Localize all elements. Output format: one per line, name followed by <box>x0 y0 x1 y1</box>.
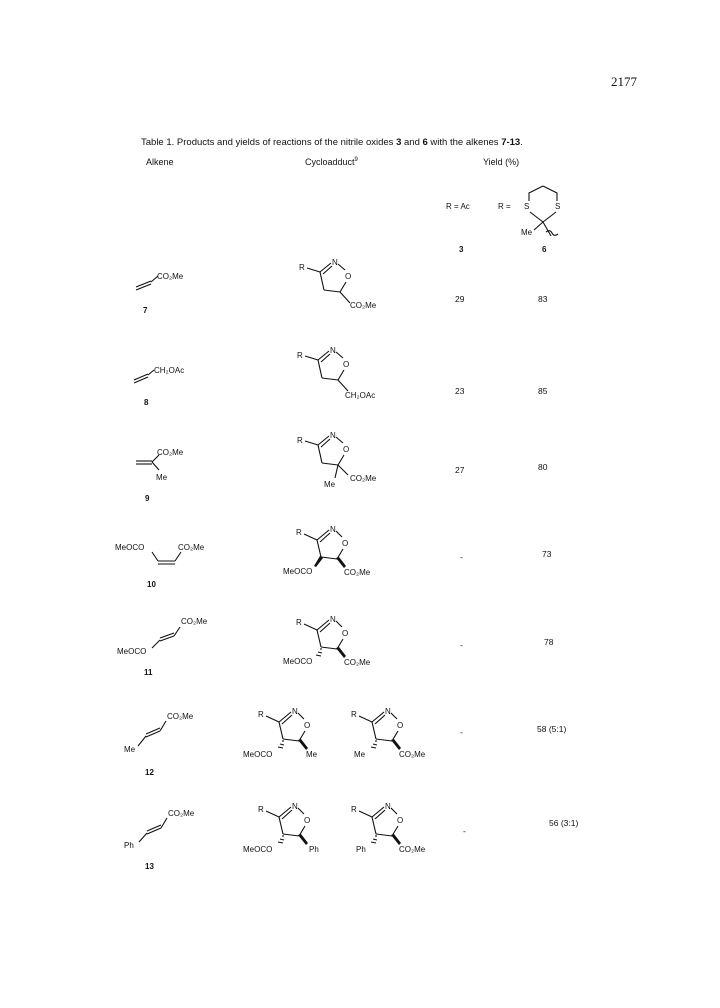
svg-text:CO₂Me: CO₂Me <box>157 272 184 281</box>
svg-text:Me: Me <box>124 745 136 754</box>
svg-text:Ph: Ph <box>124 841 134 850</box>
svg-text:Me: Me <box>156 473 168 482</box>
svg-text:CO₂Me: CO₂Me <box>399 750 426 759</box>
cycloadduct-13a <box>243 802 319 854</box>
svg-text:CO₂Me: CO₂Me <box>344 658 371 667</box>
svg-text:R: R <box>297 351 303 360</box>
svg-text:CO₂Me: CO₂Me <box>350 474 377 483</box>
svg-text:O: O <box>397 816 404 825</box>
compound-number: 11 <box>144 668 153 677</box>
svg-text:CO₂Me: CO₂Me <box>350 301 377 310</box>
cycloadduct-8 <box>297 346 375 400</box>
yield-3: 29 <box>455 294 465 304</box>
cycloadduct-10 <box>283 525 371 577</box>
svg-text:CO₂Me: CO₂Me <box>168 809 195 818</box>
svg-text:N: N <box>332 258 338 267</box>
svg-text:O: O <box>397 721 404 730</box>
svg-text:Me: Me <box>306 750 318 759</box>
yield-6: 83 <box>538 294 548 304</box>
svg-text:CO₂Me: CO₂Me <box>157 448 184 457</box>
svg-text:CO₂Me: CO₂Me <box>344 568 371 577</box>
svg-text:R: R <box>351 710 357 719</box>
svg-text:R: R <box>299 263 305 272</box>
svg-text:CO₂Me: CO₂Me <box>399 845 426 854</box>
compound-number: 7 <box>143 306 148 315</box>
svg-text:Ph: Ph <box>309 845 319 854</box>
svg-text:N: N <box>330 431 336 440</box>
compound-number: 8 <box>144 398 149 407</box>
yield-6: 73 <box>542 549 552 559</box>
substituent-r-dithiane: R = <box>498 202 511 211</box>
page-number: 2177 <box>611 74 637 89</box>
svg-text:CO₂Me: CO₂Me <box>181 617 208 626</box>
svg-text:N: N <box>330 525 336 534</box>
yield-3: - <box>460 727 463 737</box>
cycloadduct-9 <box>297 431 377 489</box>
svg-text:N: N <box>292 707 298 716</box>
svg-text:N: N <box>292 802 298 811</box>
svg-text:CO₂Me: CO₂Me <box>167 712 194 721</box>
svg-text:N: N <box>330 615 336 624</box>
cycloadduct-7 <box>299 258 377 310</box>
cycloadduct-12a <box>243 707 318 759</box>
cycloadduct-11 <box>283 615 371 667</box>
svg-text:R: R <box>351 805 357 814</box>
svg-text:O: O <box>343 445 350 454</box>
svg-text:O: O <box>304 721 311 730</box>
svg-text:O: O <box>304 816 311 825</box>
dithiane-s-left: S <box>524 202 530 211</box>
compound-number: 13 <box>145 862 154 871</box>
yield-6: 56 (3:1) <box>549 818 579 828</box>
compound-number: 10 <box>147 580 156 589</box>
svg-text:N: N <box>385 802 391 811</box>
svg-text:MeOCO: MeOCO <box>115 543 145 552</box>
yield-3: - <box>463 826 466 836</box>
svg-text:N: N <box>330 346 336 355</box>
svg-text:MeOCO: MeOCO <box>117 647 147 656</box>
yield-6: 80 <box>538 462 548 472</box>
svg-text:R: R <box>258 805 264 814</box>
svg-text:N: N <box>385 707 391 716</box>
compound-number: 12 <box>145 768 154 777</box>
svg-text:O: O <box>342 539 349 548</box>
yield-6: 85 <box>538 386 548 396</box>
yield-3: 23 <box>455 386 465 396</box>
yield-6: 78 <box>544 637 554 647</box>
compound-number: 9 <box>145 494 150 503</box>
header-alkene: Alkene <box>146 157 174 167</box>
cycloadduct-12b <box>351 707 426 759</box>
svg-text:MeOCO: MeOCO <box>243 750 273 759</box>
svg-text:R: R <box>296 618 302 627</box>
header-cycloadduct: Cycloadduct$^9$ <box>305 157 358 167</box>
svg-text:Me: Me <box>354 750 366 759</box>
svg-text:R: R <box>297 436 303 445</box>
yield-3: - <box>460 640 463 650</box>
table-caption: Table 1. Products and yields of reactions of the nitrile oxides 3 and 6 with the alkenes 7-13. <box>141 137 523 148</box>
svg-text:O: O <box>343 360 350 369</box>
dithiane-me: Me <box>521 228 533 237</box>
svg-text:Me: Me <box>324 480 336 489</box>
svg-text:R: R <box>258 710 264 719</box>
dithiane-s-right: S <box>555 202 561 211</box>
svg-text:O: O <box>342 629 349 638</box>
cycloadduct-13b <box>351 802 426 854</box>
svg-text:CO₂Me: CO₂Me <box>178 543 205 552</box>
yield-3: 27 <box>455 465 465 475</box>
column-6-label: 6 <box>542 245 547 254</box>
svg-text:MeOCO: MeOCO <box>243 845 273 854</box>
svg-text:MeOCO: MeOCO <box>283 657 313 666</box>
column-3-label: 3 <box>459 245 464 254</box>
yield-6: 58 (5:1) <box>537 724 567 734</box>
svg-text:O: O <box>345 272 352 281</box>
svg-text:R: R <box>296 528 302 537</box>
substituent-r-ac: R = Ac <box>446 202 470 211</box>
svg-text:CH₂OAc: CH₂OAc <box>345 391 376 400</box>
svg-text:MeOCO: MeOCO <box>283 567 313 576</box>
svg-text:CH₂OAc: CH₂OAc <box>154 366 185 375</box>
yield-3: - <box>460 552 463 562</box>
svg-text:Ph: Ph <box>356 845 366 854</box>
header-yield: Yield (%) <box>483 157 520 167</box>
